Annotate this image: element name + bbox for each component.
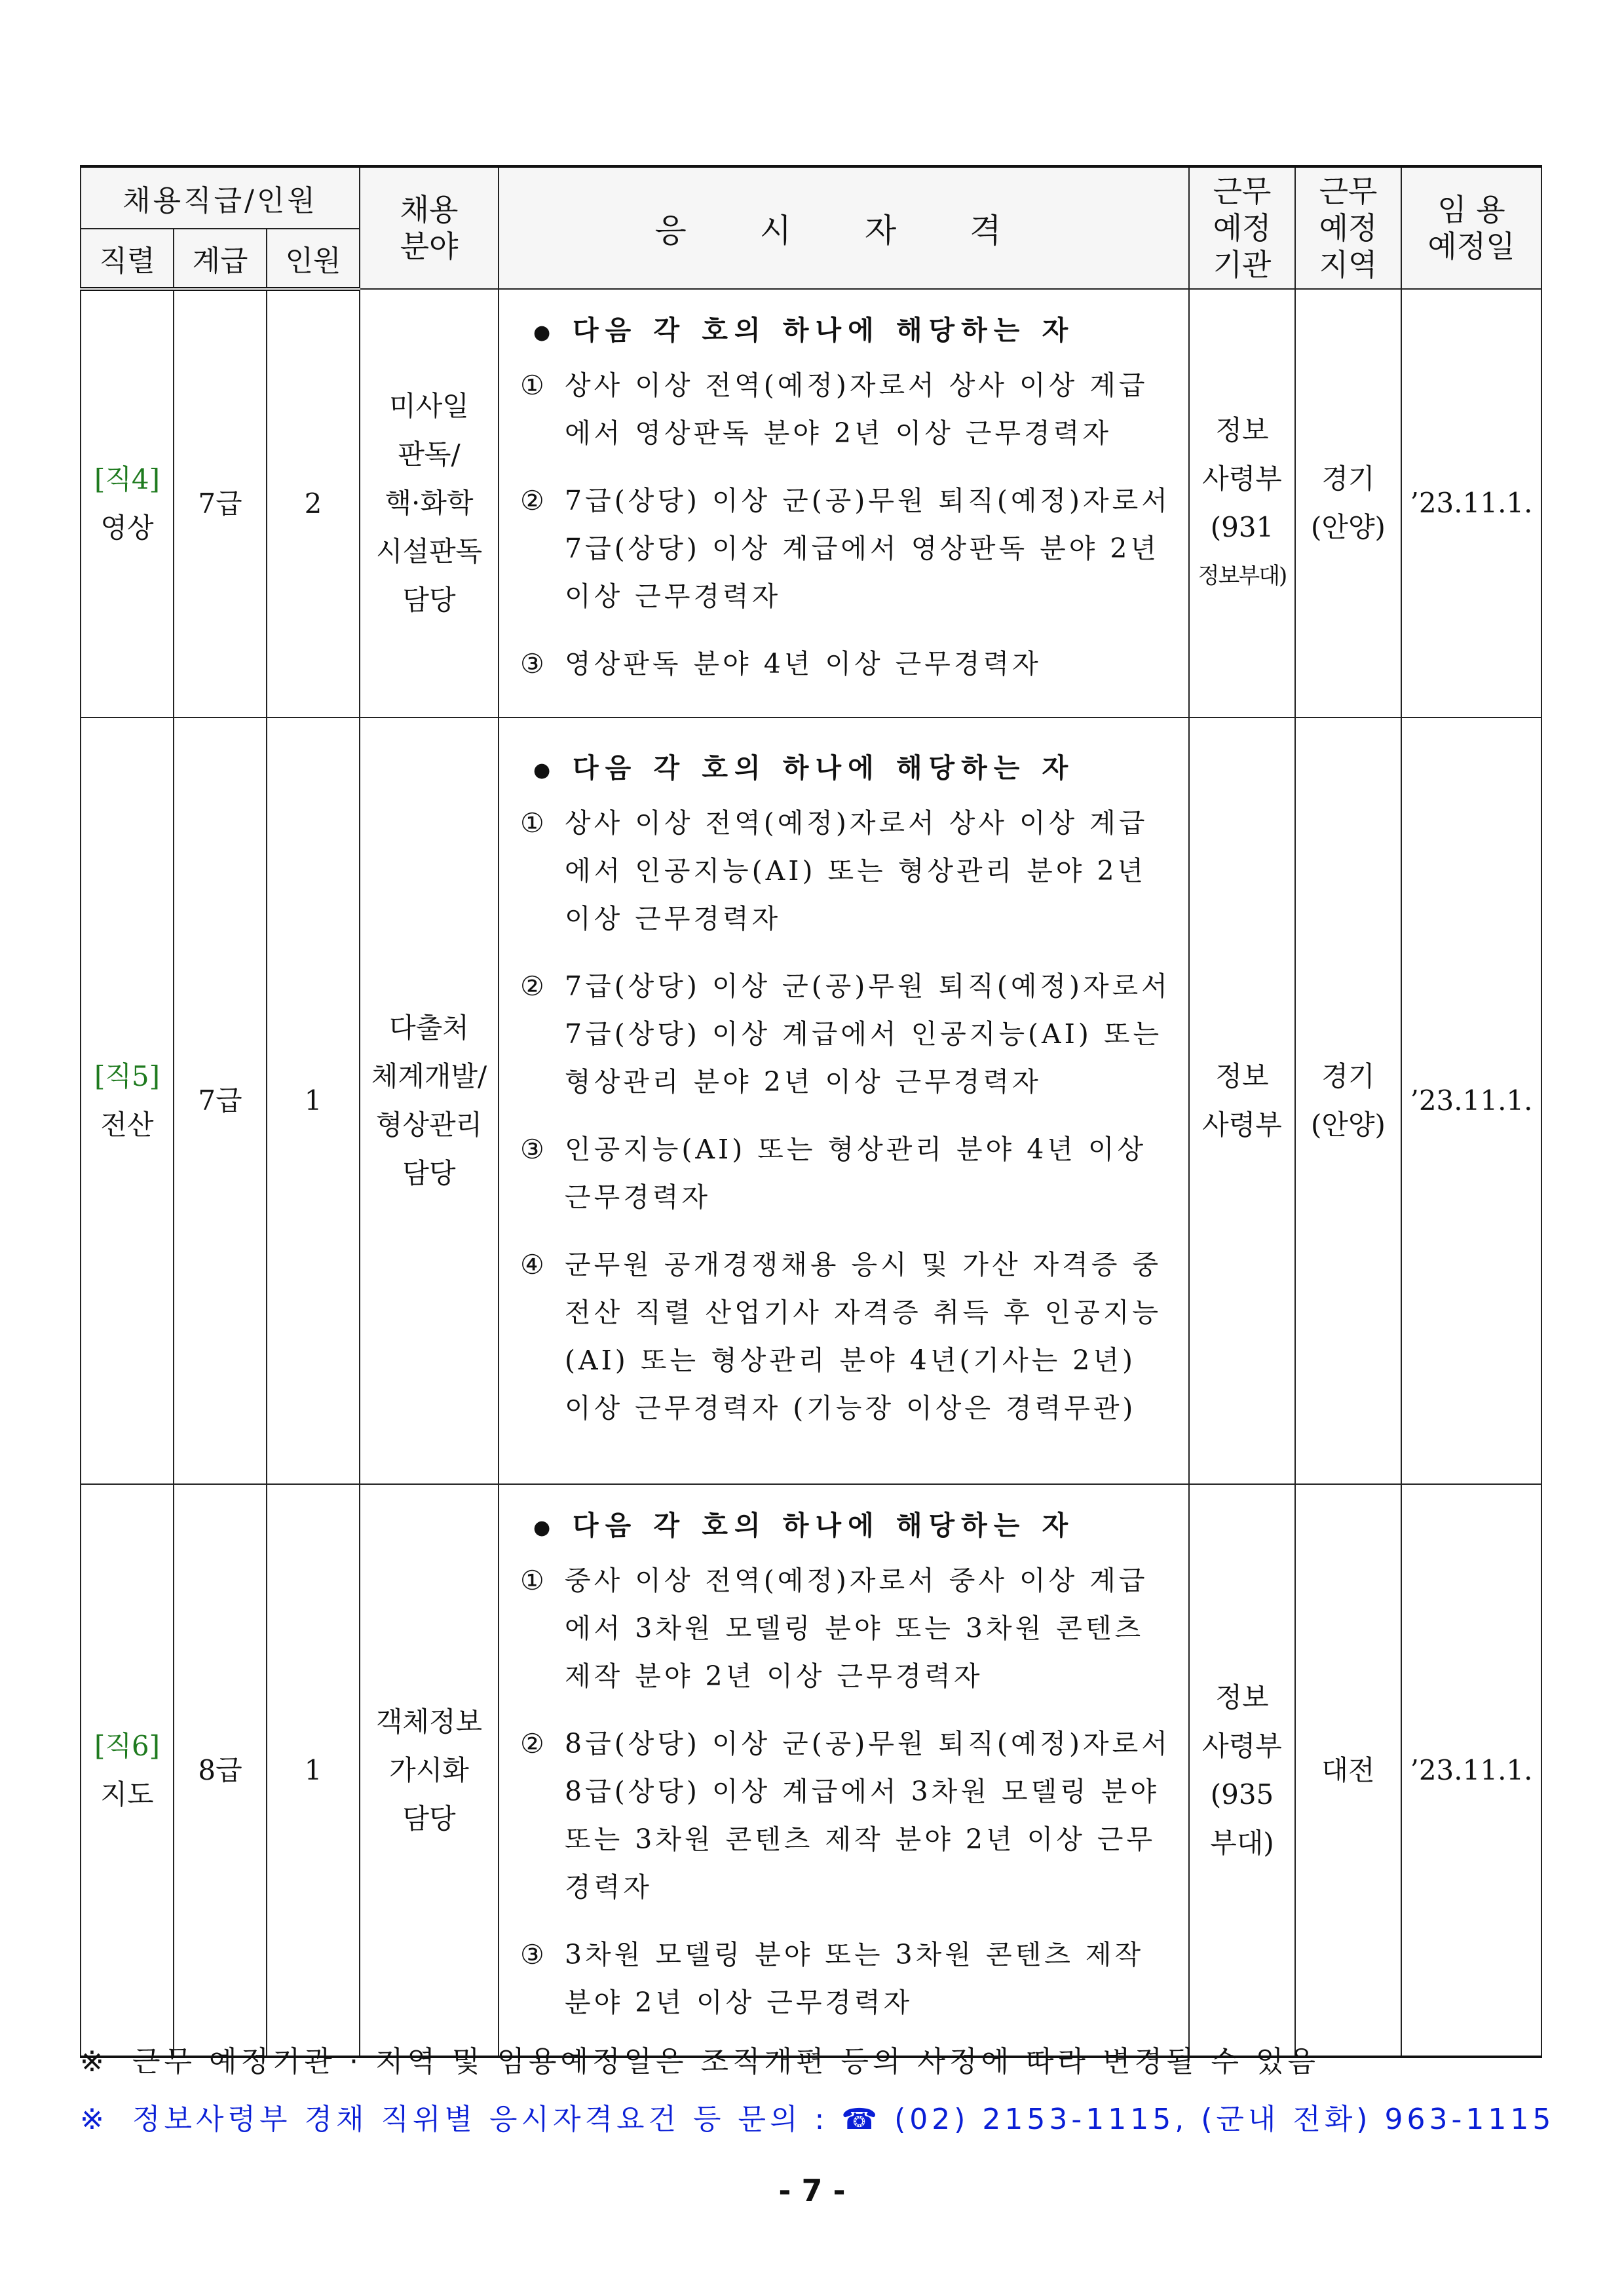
- list-item: ① 중사 이상 전역(예정)자로서 중사 이상 계급에서 3차원 모델링 분야 또는 3차원 콘텐츠 제작 분야 2년 이상 근무경력자: [520, 1565, 1148, 1692]
- header-count: 인원: [267, 229, 360, 289]
- table-row: [81, 718, 1541, 1484]
- position-code: [직4]: [94, 463, 161, 495]
- table-row: [81, 289, 1541, 718]
- list-item: ② 7급(상당) 이상 군(공)무원 퇴직(예정)자로서 7급(상당) 이상 계급에서 영상판독 분야 2년 이상 근무경력자: [520, 485, 1171, 612]
- header-field: 채용 분야: [360, 166, 499, 289]
- list-item: ③ 인공지능(AI) 또는 형상관리 분야 4년 이상 근무경력자: [520, 1134, 1147, 1213]
- region-cell: 경기 (안양): [1295, 718, 1401, 1484]
- org-cell: 정보 사령부 (935 부대): [1189, 1484, 1295, 2057]
- date-cell: ’23.11.1.: [1401, 289, 1541, 718]
- field-cell: 객체정보 가시화 담당: [360, 1484, 499, 2057]
- header-org: 근무 예정 기관: [1189, 166, 1295, 289]
- table-row: [81, 1484, 1541, 2057]
- field-cell: 다출처 체계개발/ 형상관리 담당: [360, 718, 499, 1484]
- qualification-cell: [499, 289, 1189, 718]
- header-grade: 계급: [174, 229, 267, 289]
- series-cell: [81, 289, 174, 718]
- header-qualification: 응 시 자 격: [499, 166, 1189, 289]
- header-series: 직렬: [81, 229, 174, 289]
- list-item: ③ 영상판독 분야 4년 이상 근무경력자: [520, 648, 1042, 679]
- list-item: ③ 3차원 모델링 분야 또는 3차원 콘텐츠 제작 분야 2년 이상 근무경력자: [520, 1939, 1144, 2018]
- grade-cell: 8급: [174, 1484, 267, 2057]
- grade-cell: 7급: [174, 718, 267, 1484]
- page-number: - 7 -: [778, 2173, 846, 2208]
- list-item: ④ 군무원 공개경쟁채용 응시 및 가산 자격증 중 전산 직렬 산업기사 자격증 취득 후 인공지능 (AI) 또는 형상관리 분야 4년(기사는 2년) 이상 근무경력자 (기능장 이상은 경력무관): [520, 1249, 1162, 1424]
- list-item: ② 8급(상당) 이상 군(공)무원 퇴직(예정)자로서 8급(상당) 이상 계급에서 3차원 모델링 분야 또는 3차원 콘텐츠 제작 분야 2년 이상 근무경력자: [520, 1728, 1171, 1903]
- series-cell: [81, 1484, 174, 2057]
- count-cell: 1: [267, 718, 360, 1484]
- bullet-icon: ●: [533, 1516, 557, 1539]
- date-cell: ’23.11.1.: [1401, 1484, 1541, 2057]
- field-cell: 미사일 판독/ 핵·화학 시설판독 담당: [360, 289, 499, 718]
- org-cell: 정보 사령부: [1189, 718, 1295, 1484]
- series-name: 전산: [100, 1109, 154, 1141]
- bullet-icon: ●: [533, 321, 557, 344]
- reference-mark-icon: ※: [80, 2103, 108, 2136]
- position-code: [직6]: [94, 1729, 161, 1762]
- list-item: ① 상사 이상 전역(예정)자로서 상사 이상 계급에서 영상판독 분야 2년 이상 근무경력자: [520, 370, 1148, 449]
- qualification-title: ● 다음 각 호의 하나에 해당하는 자: [520, 744, 1177, 794]
- qualification-title: ● 다음 각 호의 하나에 해당하는 자: [520, 307, 1177, 356]
- bullet-icon: ●: [533, 759, 557, 782]
- series-name: 영상: [100, 512, 154, 544]
- count-cell: 2: [267, 289, 360, 718]
- recruitment-table: [80, 165, 1542, 2058]
- header-recruit-group: 채용직급/인원: [81, 166, 360, 229]
- note-contact-info: ※ 정보사령부 경채 직위별 응시자격요건 등 문의 : ☎ (02) 2153-1115, (군내 전화) 963-1115: [80, 2103, 1555, 2136]
- qualification-title: ● 다음 각 호의 하나에 해당하는 자: [520, 1502, 1177, 1552]
- header-region: 근무 예정 지역: [1295, 166, 1401, 289]
- org-cell: 정보 사령부 (931 정보부대): [1189, 289, 1295, 718]
- list-item: ① 상사 이상 전역(예정)자로서 상사 이상 계급에서 인공지능(AI) 또는 형상관리 분야 2년 이상 근무경력자: [520, 807, 1148, 934]
- series-name: 지도: [100, 1778, 154, 1810]
- header-date: 임 용 예정일: [1401, 166, 1541, 289]
- list-item: ② 7급(상당) 이상 군(공)무원 퇴직(예정)자로서 7급(상당) 이상 계급에서 인공지능(AI) 또는 형상관리 분야 2년 이상 근무경력자: [520, 970, 1171, 1098]
- position-code: [직5]: [94, 1060, 161, 1092]
- qualification-cell: [499, 718, 1189, 1484]
- region-cell: 경기 (안양): [1295, 289, 1401, 718]
- count-cell: 1: [267, 1484, 360, 2057]
- reference-mark-icon: ※: [80, 2045, 108, 2078]
- grade-cell: 7급: [174, 289, 267, 718]
- series-cell: [81, 718, 174, 1484]
- qualification-cell: [499, 1484, 1189, 2057]
- date-cell: ’23.11.1.: [1401, 718, 1541, 1484]
- region-cell: 대전: [1295, 1484, 1401, 2057]
- note-change-notice: ※ 근무 예정기관 · 지역 및 임용예정일은 조직개편 등의 사정에 따라 변경될 수 있음: [80, 2045, 1319, 2078]
